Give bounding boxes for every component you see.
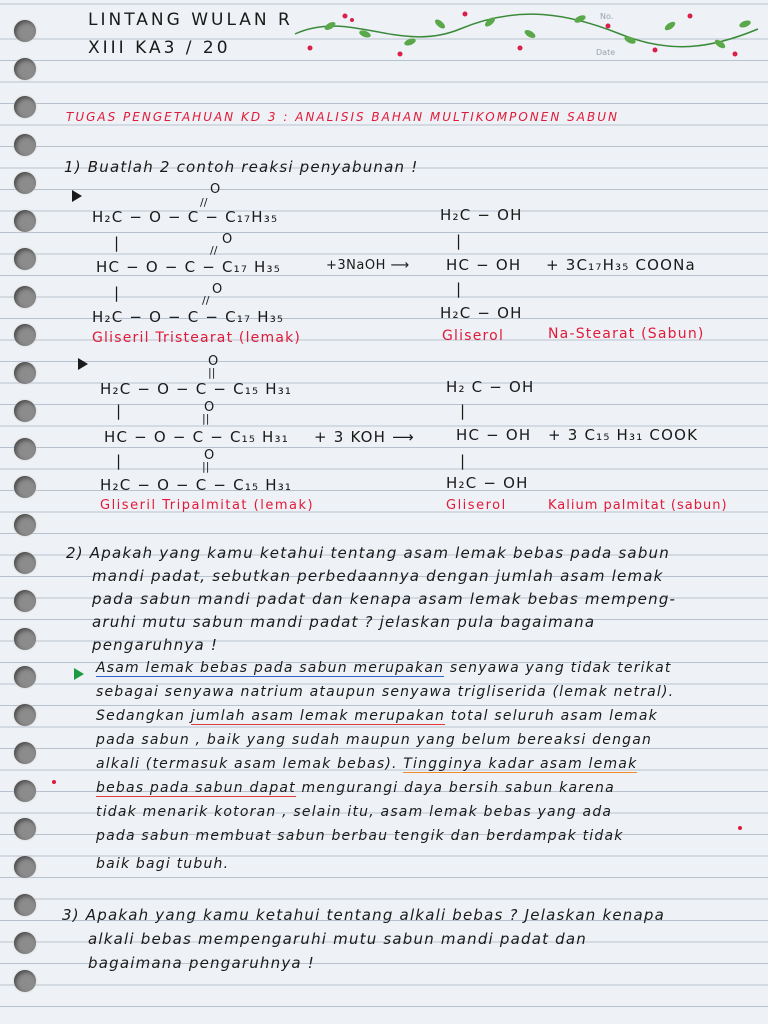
reaction2-label-soap: Kalium palmitat (sabun) — [548, 498, 728, 513]
red-dot-mark — [52, 780, 56, 784]
binder-hole — [14, 970, 36, 992]
reaction2-double-bond-3: || — [202, 460, 210, 473]
reaction2-label-reactant: Gliseril Tripalmitat (lemak) — [100, 498, 315, 513]
question-2-line: 2) Apakah yang kamu ketahui tentang asam lemak bebas pada sabun — [66, 544, 670, 562]
page-title: TUGAS PENGETAHUAN KD 3 : ANALISIS BAHAN MULTIKOMPONEN SABUN — [66, 110, 619, 124]
answer-2-line — [96, 660, 672, 676]
answer-2-line: sebagai senyawa natrium ataupun senyawa trigliserida (lemak netral). — [96, 684, 675, 700]
binder-hole — [14, 590, 36, 612]
reaction1-oxygen-1: O — [210, 182, 222, 197]
answer-marker-icon — [74, 668, 84, 680]
date-label: Date — [596, 48, 616, 57]
binder-hole — [14, 476, 36, 498]
binder-hole — [14, 172, 36, 194]
binder-hole — [14, 514, 36, 536]
question-3-line: bagaimana pengaruhnya ! — [88, 954, 315, 972]
binder-hole — [14, 932, 36, 954]
reaction1-reagent: +3NaOH ⟶ — [326, 258, 410, 273]
reaction1-glycerol-bond-1: | — [456, 232, 463, 250]
reaction2-reagent: + 3 KOH ⟶ — [314, 428, 415, 446]
reaction1-line-2: HC − O − C − C₁₇ H₃₅ — [96, 258, 281, 276]
question-2-line: pada sabun mandi padat dan kenapa asam lemak bebas mempeng- — [92, 590, 677, 608]
binder-hole — [14, 210, 36, 232]
binder-hole — [14, 894, 36, 916]
binder-hole — [14, 96, 36, 118]
reaction1-glycerol-1: H₂C − OH — [440, 206, 523, 224]
no-label: No. — [600, 12, 614, 21]
binder-hole — [14, 20, 36, 42]
reaction2-label-glycerol: Gliserol — [446, 498, 507, 513]
reaction2-double-bond-2: || — [202, 412, 210, 425]
reaction2-glycerol-2: HC − OH — [456, 426, 532, 444]
binder-hole — [14, 856, 36, 878]
reaction1-glycerol-3: H₂C − OH — [440, 304, 523, 322]
binder-hole — [14, 628, 36, 650]
reaction2-oxygen-1: O — [208, 354, 220, 369]
bullet-marker-icon — [72, 190, 82, 202]
red-dot-mark — [738, 826, 742, 830]
binder-hole — [14, 362, 36, 384]
reaction2-line-2: HC − O − C − C₁₅ H₃₁ — [104, 428, 289, 446]
reaction2-glycerol-bond-2: | — [460, 452, 467, 470]
answer-2-line — [96, 708, 658, 724]
reaction2-line-3: H₂C − O − C − C₁₅ H₃₁ — [100, 476, 293, 494]
reaction1-bond-1: | — [114, 234, 121, 252]
answer-2-line — [96, 756, 637, 772]
highlighted-phrase: Tingginya kadar asam lemak — [403, 756, 638, 772]
binder-hole — [14, 400, 36, 422]
reaction1-double-bond-3: // — [202, 294, 210, 307]
binder-hole — [14, 666, 36, 688]
answer-text: alkali (termasuk asam lemak bebas). — [96, 756, 404, 772]
reaction2-oxygen-3: O — [204, 448, 216, 463]
reaction1-line-3: H₂C − O − C − C₁₇ H₃₅ — [92, 308, 285, 326]
reaction2-soap: + 3 C₁₅ H₃₁ COOK — [548, 426, 699, 444]
reaction2-glycerol-bond-1: | — [460, 402, 467, 420]
reaction1-glycerol-bond-2: | — [456, 280, 463, 298]
answer-text: total seluruh asam lemak — [445, 708, 658, 724]
vine-decoration-icon — [290, 4, 760, 60]
binder-hole — [14, 780, 36, 802]
answer-2-line: baik bagi tubuh. — [96, 856, 230, 872]
binder-hole — [14, 248, 36, 270]
reaction1-double-bond-2: // — [210, 244, 218, 257]
student-name: LINTANG WULAN R — [88, 10, 293, 30]
binder-hole — [14, 134, 36, 156]
question-3-line: 3) Apakah yang kamu ketahui tentang alkali bebas ? Jelaskan kenapa — [62, 906, 665, 924]
binder-hole — [14, 58, 36, 80]
highlighted-phrase: Asam lemak bebas pada sabun merupakan — [96, 660, 445, 676]
answer-2-line — [96, 780, 615, 796]
question-1: 1) Buatlah 2 contoh reaksi penyabunan ! — [64, 158, 419, 176]
highlighted-phrase: jumlah asam lemak merupakan — [190, 708, 446, 724]
answer-text: senyawa yang tidak terikat — [444, 660, 672, 676]
question-3-line: alkali bebas mempengaruhi mutu sabun mandi padat dan — [88, 930, 587, 948]
answer-text: mengurangi daya bersih sabun karena — [295, 780, 615, 796]
question-2-line: aruhi mutu sabun mandi padat ? jelaskan pula bagaimana — [92, 613, 596, 631]
reaction1-oxygen-2: O — [222, 232, 234, 247]
binder-hole — [14, 286, 36, 308]
binder-hole — [14, 324, 36, 346]
question-2-line: pengaruhnya ! — [92, 636, 219, 654]
answer-text: Sedangkan — [96, 708, 191, 724]
question-2-line: mandi padat, sebutkan perbedaannya dengan jumlah asam lemak — [92, 567, 664, 585]
reaction2-glycerol-1: H₂ C − OH — [446, 378, 535, 396]
binder-hole — [14, 818, 36, 840]
reaction2-glycerol-3: H₂C − OH — [446, 474, 529, 492]
reaction2-bond-2: | — [116, 452, 123, 470]
reaction1-line-1: H₂C − O − C − C₁₇H₃₅ — [92, 208, 279, 226]
reaction2-line-1: H₂C − O − C − C₁₅ H₃₁ — [100, 380, 293, 398]
highlighted-phrase: bebas pada sabun dapat — [96, 780, 296, 796]
reaction2-bond-1: | — [116, 402, 123, 420]
binder-hole — [14, 552, 36, 574]
reaction1-label-soap: Na-Stearat (Sabun) — [548, 326, 705, 342]
reaction1-label-reactant: Gliseril Tristearat (lemak) — [92, 330, 302, 346]
binder-hole — [14, 742, 36, 764]
reaction2-double-bond-1: || — [208, 366, 216, 379]
reaction1-double-bond-1: // — [200, 196, 208, 209]
bullet-marker-icon — [78, 358, 88, 370]
reaction1-soap: + 3C₁₇H₃₅ COONa — [546, 256, 696, 274]
answer-2-line: pada sabun membuat sabun berbau tengik dan berdampak tidak — [96, 828, 624, 844]
student-class: XIII KA3 / 20 — [88, 38, 231, 58]
answer-2-line: pada sabun , baik yang sudah maupun yang belum bereaksi dengan — [96, 732, 653, 748]
reaction1-label-glycerol: Gliserol — [442, 328, 505, 344]
binder-hole — [14, 438, 36, 460]
binder-hole — [14, 704, 36, 726]
reaction1-bond-2: | — [114, 284, 121, 302]
reaction1-oxygen-3: O — [212, 282, 224, 297]
answer-2-line: tidak menarik kotoran , selain itu, asam lemak bebas yang ada — [96, 804, 613, 820]
reaction1-glycerol-2: HC − OH — [446, 256, 522, 274]
reaction2-oxygen-2: O — [204, 400, 216, 415]
